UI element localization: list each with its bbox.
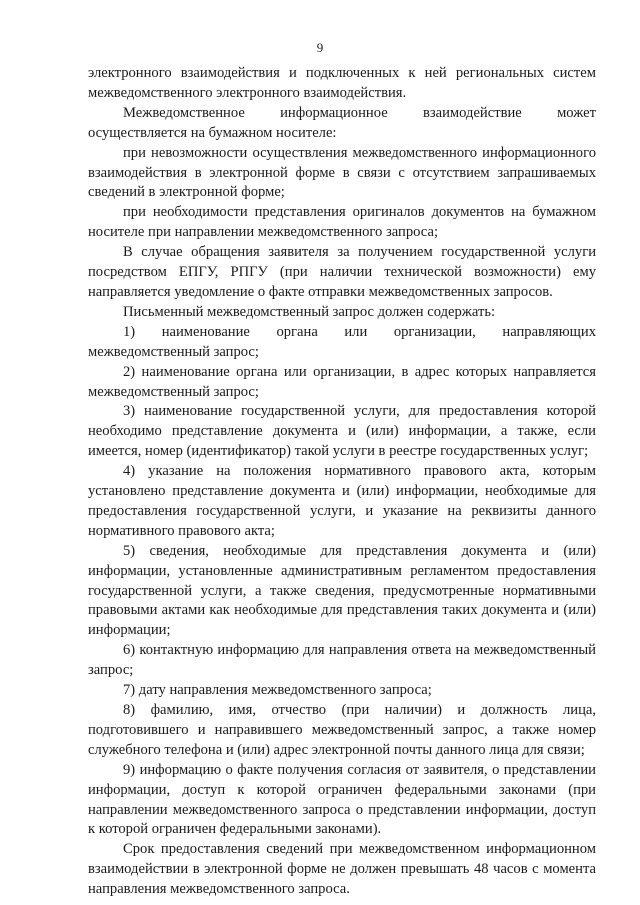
list-item: 4) указание на положения нормативного правового акта, которым установлено представление документа и (или) информации, необходимые для предоставления государственной услуги, и указание на реквизиты данного нормативного правового акта; <box>88 463 596 539</box>
page-number: 9 <box>316 40 324 55</box>
list-item: 1) наименование органа или организации, направляющих межведомственный запрос; <box>88 323 596 360</box>
paragraph: электронного взаимодействия и подключенных к ней региональных систем межведомственного электронного взаимодействия. <box>88 65 596 101</box>
paragraph: Межведомственное информационное взаимодействие может осуществляется на бумажном носителе: <box>88 104 596 141</box>
paragraph: Срок предоставления сведений при межведомственном информационном взаимодействии в электронной форме не должен превышать 48 часов с момента направления межведомственного запроса. <box>88 841 596 898</box>
paragraph: В случае обращения заявителя за получением государственной услуги посредством ЕПГУ, РПГУ (при наличии технической возможности) ему направляется уведомление о факте отправки межведомственных запросов. <box>88 244 596 300</box>
list-item: 9) информацию о факте получения согласия от заявителя, о представлении информации, доступ к которой ограничен федеральными законами (при направлении межведомственного запроса о представлении информации, доступ к которой ограничен федеральными законами). <box>88 761 596 838</box>
document-body <box>88 64 596 900</box>
list-item: 7) дату направления межведомственного запроса; <box>123 682 432 699</box>
paragraph: Письменный межведомственный запрос должен содержать: <box>123 303 496 320</box>
list-item: 2) наименование органа или организации, в адрес которых направляется межведомственный запрос; <box>88 363 596 400</box>
paragraph: при необходимости представления оригиналов документов на бумажном носителе при направлении межведомственного запроса; <box>88 204 596 241</box>
paragraph: при невозможности осуществления межведомственного информационного взаимодействия в электронной форме в связи с отсутствием запрашиваемых сведений в электронной форме; <box>88 144 596 201</box>
list-item: 3) наименование государственной услуги, для предоставления которой необходимо представление документа и (или) информации, а также, если имеется, номер (идентификатор) такой услуги в реестре государственных услуг; <box>88 403 596 460</box>
list-item: 6) контактную информацию для направления ответа на межведомственный запрос; <box>88 642 596 679</box>
list-item: 5) сведения, необходимые для представления документа и (или) информации, установленные административным регламентом предоставления государственной услуги, а также сведения, предусмотренные нормативными правовыми актами как необходимые для представления таких документа и (или) информации; <box>88 542 596 639</box>
list-item: 8) фамилию, имя, отчество (при наличии) и должность лица, подготовившего и направившего межведомственный запрос, а также номер служебного телефона и (или) адрес электронной почты данного лица для связи; <box>88 702 596 758</box>
